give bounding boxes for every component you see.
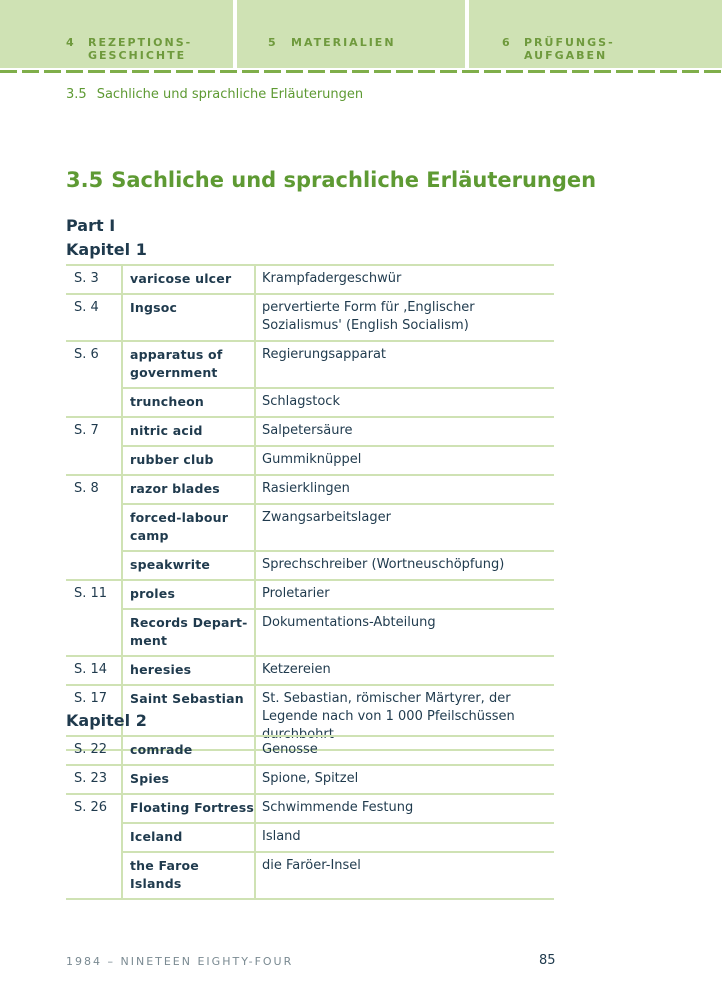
glossary-row — [66, 475, 554, 504]
glossary-row — [66, 504, 554, 551]
glossary-term: truncheon — [122, 388, 255, 417]
glossary-term: varicose ulcer — [122, 265, 255, 294]
nav-tab-label: PRÜFUNGS- AUFGABEN — [524, 36, 615, 62]
nav-tab-label: MATERIALIEN — [291, 36, 396, 49]
glossary-translation: Salpetersäure — [255, 417, 554, 446]
glossary-term: heresies — [122, 656, 255, 685]
page-reference: S. 6 — [66, 341, 122, 388]
glossary-row — [66, 294, 554, 341]
glossary-row — [66, 551, 554, 580]
glossary-term: forced-labour camp — [122, 504, 255, 551]
glossary-row — [66, 765, 554, 794]
chapter-2-title: Kapitel 2 — [66, 711, 147, 730]
page-reference — [66, 852, 122, 899]
glossary-table-chapter-2 — [66, 735, 554, 900]
glossary-row — [66, 265, 554, 294]
dashed-divider — [0, 70, 722, 73]
glossary-row — [66, 580, 554, 609]
glossary-term: Ingsoc — [122, 294, 255, 341]
glossary-translation: Proletarier — [255, 580, 554, 609]
section-heading — [66, 168, 596, 192]
nav-tab-number: 5 — [268, 36, 278, 49]
page-reference — [66, 609, 122, 656]
glossary-row — [66, 656, 554, 685]
glossary-table-chapter-1 — [66, 264, 554, 751]
glossary-row — [66, 852, 554, 899]
nav-tab-number: 4 — [66, 36, 76, 49]
glossary-translation: Schwimmende Festung — [255, 794, 554, 823]
glossary-translation: Sprechschreiber (Wortneuschöpfung) — [255, 551, 554, 580]
glossary-term: Floating Fortress — [122, 794, 255, 823]
glossary-term: comrade — [122, 736, 255, 765]
page-reference: S. 23 — [66, 765, 122, 794]
glossary-row — [66, 341, 554, 388]
page-reference: S. 17 — [66, 685, 122, 750]
section-heading-number: 3.5 — [66, 168, 104, 192]
glossary-translation: St. Sebastian, römischer Märtyrer, der Legende nach von 1 000 Pfeilschüssen durchbohrt — [255, 685, 554, 750]
nav-tab-number: 6 — [502, 36, 512, 49]
page-reference — [66, 551, 122, 580]
glossary-row — [66, 388, 554, 417]
glossary-term: the Faroe Islands — [122, 852, 255, 899]
glossary-term: speakwrite — [122, 551, 255, 580]
page-reference: S. 7 — [66, 417, 122, 446]
page-reference: S. 11 — [66, 580, 122, 609]
glossary-translation: Schlagstock — [255, 388, 554, 417]
glossary-row — [66, 823, 554, 852]
glossary-translation: Gummiknüppel — [255, 446, 554, 475]
glossary-translation: Krampfadergeschwür — [255, 265, 554, 294]
glossary-translation: Regierungsapparat — [255, 341, 554, 388]
glossary-translation: Zwangsarbeitslager — [255, 504, 554, 551]
part-title: Part I — [66, 216, 116, 235]
glossary-translation: Island — [255, 823, 554, 852]
glossary-translation: Ketzereien — [255, 656, 554, 685]
glossary-row — [66, 794, 554, 823]
nav-tab-rezeptionsgeschichte[interactable] — [0, 0, 233, 68]
glossary-term: Iceland — [122, 823, 255, 852]
glossary-row — [66, 417, 554, 446]
glossary-row — [66, 609, 554, 656]
page-reference — [66, 504, 122, 551]
glossary-term: Spies — [122, 765, 255, 794]
glossary-term: nitric acid — [122, 417, 255, 446]
glossary-term: razor blades — [122, 475, 255, 504]
glossary-translation: Rasierklingen — [255, 475, 554, 504]
glossary-term: Records Depart-ment — [122, 609, 255, 656]
glossary-translation: Spione, Spitzel — [255, 765, 554, 794]
nav-tab-materialien[interactable] — [237, 0, 465, 68]
glossary-translation: pervertierte Form für ‚Englischer Sozialismus' (English Socialism) — [255, 294, 554, 341]
page-reference: S. 14 — [66, 656, 122, 685]
page-reference — [66, 823, 122, 852]
running-head-number: 3.5 — [66, 87, 87, 102]
running-head-text: Sachliche und sprachliche Erläuterungen — [96, 87, 364, 102]
running-head — [66, 87, 363, 102]
footer-book-title: 1984 – NINETEEN EIGHTY-FOUR — [66, 955, 294, 968]
chapter-1-title: Kapitel 1 — [66, 240, 147, 259]
page-reference: S. 3 — [66, 265, 122, 294]
glossary-translation: die Faröer-Insel — [255, 852, 554, 899]
glossary-row — [66, 736, 554, 765]
glossary-translation: Dokumentations-Abteilung — [255, 609, 554, 656]
glossary-translation: Genosse — [255, 736, 554, 765]
page-reference — [66, 388, 122, 417]
page-reference: S. 22 — [66, 736, 122, 765]
page-reference: S. 26 — [66, 794, 122, 823]
glossary-term: apparatus of government — [122, 341, 255, 388]
page-reference: S. 4 — [66, 294, 122, 341]
footer-page-number: 85 — [539, 953, 556, 968]
nav-tab-label: REZEPTIONS- GESCHICHTE — [88, 36, 193, 62]
glossary-term: rubber club — [122, 446, 255, 475]
page-reference: S. 8 — [66, 475, 122, 504]
glossary-term: proles — [122, 580, 255, 609]
nav-tab-pruefungsaufgaben[interactable] — [469, 0, 722, 68]
glossary-row — [66, 446, 554, 475]
glossary-term: Saint Sebastian — [122, 685, 255, 750]
section-heading-text: Sachliche und sprachliche Erläuterungen — [111, 168, 597, 192]
section-navigation — [0, 0, 722, 70]
page-reference — [66, 446, 122, 475]
